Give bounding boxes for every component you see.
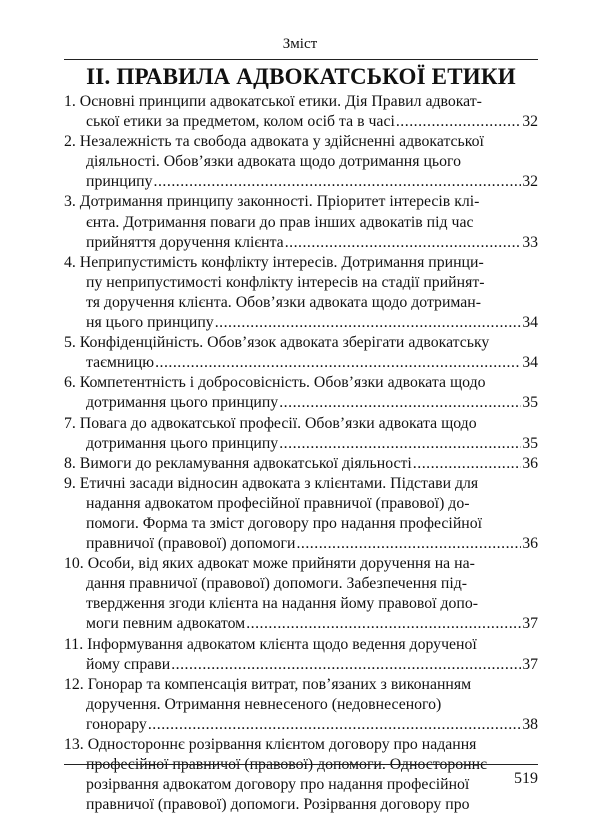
toc-entry-text: 6. Компетентність і добросовісність. Обов’язки адвоката щодо [64, 374, 486, 392]
toc-entry-text: 3. Дотримання принципу законності. Пріоритет інтересів клі- [64, 193, 480, 211]
toc-entry-text: дотримання цього принципу [86, 394, 279, 412]
toc-entry [64, 373, 538, 413]
toc-entry-text: дання правничої (правової) допомоги. Забезпечення під- [86, 575, 468, 593]
toc-entry-text: доручення. Отримання невнесеного (недовнесеного) [86, 695, 442, 713]
toc-entry-text: 8. Вимоги до рекламування адвокатської діяльності [64, 454, 412, 472]
toc-entry-text: 1. Основні принципи адвокатської етики. Дія Правил адвокат- [64, 93, 482, 110]
toc-entry-text: єнта. Дотримання поваги до прав інших адвокатів під час [86, 213, 474, 231]
toc-entry-text: 2. Незалежність та свобода адвоката у здійсненні адвокатської [64, 133, 484, 151]
toc-page-number: 36 [522, 535, 538, 553]
toc-entry-text: 7. Повага до адвокатської професії. Обов’язки адвоката щодо [64, 414, 477, 432]
toc-page-number: 35 [522, 394, 538, 412]
toc-entry-text: 5. Конфіденційність. Обов’язок адвоката зберігати адвокатську [64, 334, 490, 352]
toc-entry-text: 9. Етичні засади відносин адвоката з клієнтами. Підстави для [64, 474, 479, 492]
toc-entry-text: прийняття доручення клієнта [86, 233, 284, 251]
toc-page-number: 32 [522, 173, 538, 191]
toc-entry-text: правничої (правової) допомоги. Розірвання договору про [86, 796, 470, 814]
toc-entry [64, 454, 538, 474]
toc-entry [64, 192, 538, 252]
toc-entry-text: ня цього принципу [86, 314, 214, 332]
dot-leader [279, 393, 521, 413]
footer-rule [64, 764, 538, 765]
toc-entry [64, 92, 538, 132]
toc-entry-text: дотримання цього принципу [86, 434, 279, 452]
toc-entry-text: твердження згоди клієнта на надання йому правової допо- [86, 595, 478, 613]
toc-entry-text: правничої (правової) допомоги [86, 535, 296, 553]
toc-entry-text: надання адвокатом професійної правничої (правової) до- [86, 494, 470, 512]
toc-page-number: 36 [522, 454, 538, 472]
toc-entry [64, 333, 538, 373]
toc-entry-text: діяльності. Обов’язки адвоката щодо дотримання цього [86, 153, 461, 171]
toc-page-number: 38 [522, 715, 538, 733]
toc-entry [64, 554, 538, 634]
dot-leader [413, 454, 521, 474]
toc-entry-text: 13. Одностороннє розірвання клієнтом договору про надання [64, 736, 477, 753]
toc-entry-text: 4. Неприпустимість конфлікту інтересів. Дотримання принци- [64, 253, 484, 271]
toc-page-number: 35 [522, 434, 538, 452]
toc-entry-text: пу неприпустимості конфлікту інтересів на стадії прийнят- [86, 273, 485, 291]
toc-entry-text: розірвання адвокатом договору про надання професійної [86, 776, 470, 794]
toc-entry-text: 12. Гонорар та компенсація витрат, пов’язаних з виконанням [64, 675, 472, 693]
dot-leader [215, 313, 522, 333]
toc-entry [64, 474, 538, 554]
toc-page-number: 34 [522, 314, 538, 332]
toc-entry [64, 735, 538, 815]
dot-leader [154, 172, 522, 192]
toc-page-number: 34 [522, 354, 538, 372]
toc-entry [64, 675, 538, 735]
toc-entry [64, 414, 538, 454]
toc-entry-text: принципу [86, 173, 153, 191]
toc-entry [64, 253, 538, 333]
header-rule [64, 59, 538, 60]
toc-page-number: 32 [522, 113, 538, 131]
dot-leader [246, 614, 521, 634]
toc-entry-text: ської етики за предметом, колом осіб та в часі [86, 113, 395, 131]
toc-entry-text: моги певним адвокатом [86, 615, 246, 633]
section-title: II. ПРАВИЛА АДВОКАТСЬКОЇ ЕТИКИ [86, 64, 516, 89]
page-number: 519 [514, 770, 538, 787]
dot-leader [396, 112, 521, 132]
toc-entry-text: 10. Особи, від яких адвокат може прийняти доручення на на- [64, 555, 475, 573]
toc-entry-text: 11. Інформування адвокатом клієнта щодо ведення дорученої [64, 635, 477, 653]
dot-leader [155, 353, 521, 373]
toc-entry-text: йому справи [86, 655, 171, 673]
toc-entry-text: гонорару [86, 715, 147, 733]
dot-leader [285, 233, 522, 253]
dot-leader [148, 715, 521, 735]
toc-entry-text: тя доручення клієнта. Обов’язки адвоката щодо дотриман- [86, 293, 482, 311]
toc-entry-text: таємницю [86, 354, 155, 372]
toc-page-number: 37 [522, 615, 538, 633]
dot-leader [279, 434, 521, 454]
toc-page-number: 37 [522, 655, 538, 673]
toc-entry [64, 635, 538, 675]
toc-entry [64, 132, 538, 192]
toc-page-number: 33 [522, 233, 538, 251]
dot-leader [171, 655, 521, 675]
running-head: Зміст [282, 36, 318, 52]
table-of-contents [64, 92, 538, 815]
toc-entry-text: помоги. Форма та зміст договору про надання професійної [86, 514, 483, 532]
dot-leader [296, 534, 521, 554]
toc-entry-text: професійної правничої (правової) допомоги. Одностороннє [86, 756, 487, 774]
